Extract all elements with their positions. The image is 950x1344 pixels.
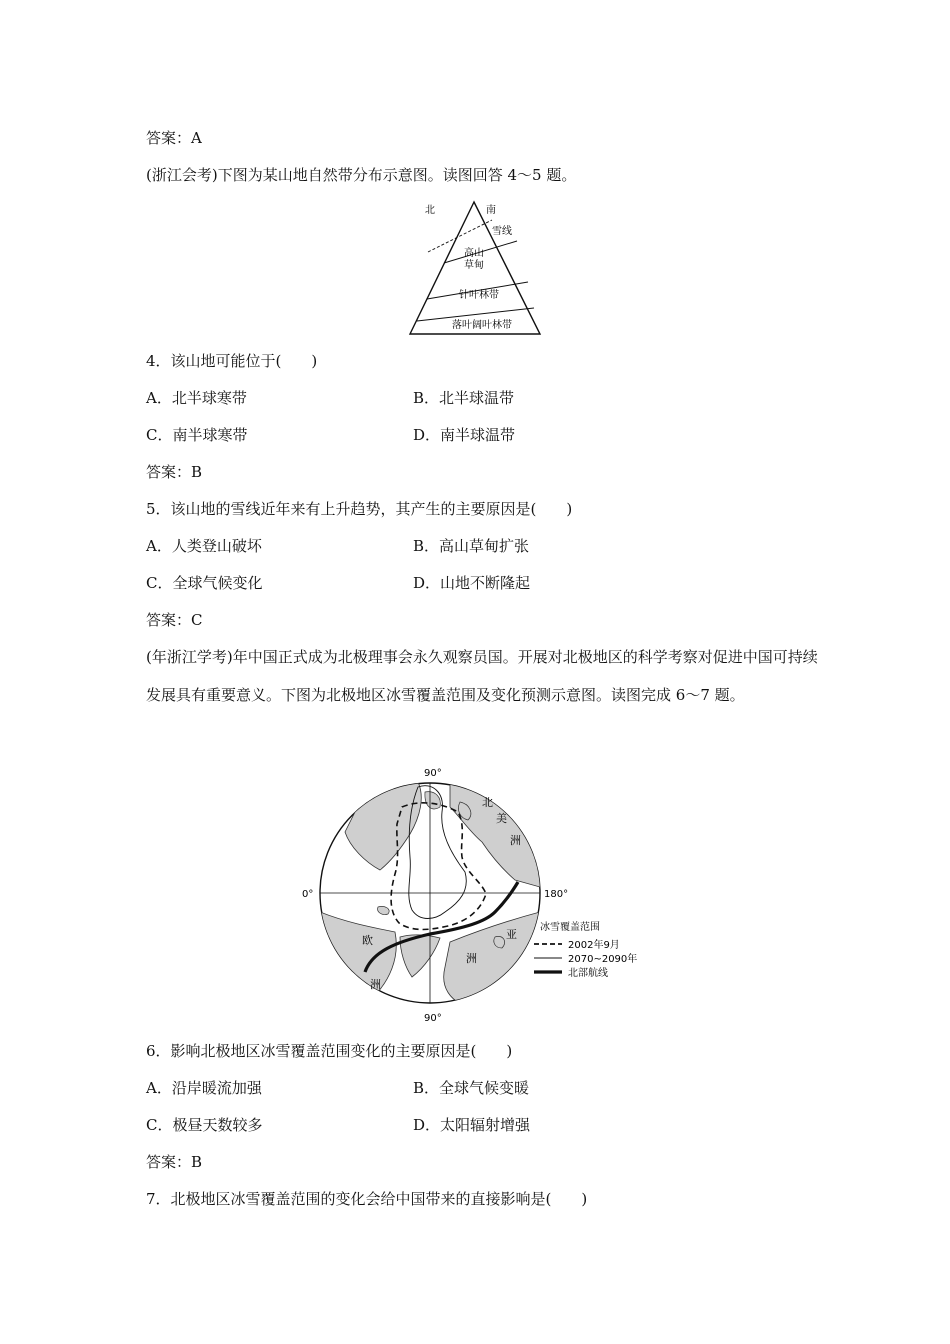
intro-q4-5: (浙江会考)下图为某山地自然带分布示意图。读图回答 4～5 题。 xyxy=(146,166,577,184)
q5-option-b: B．高山草甸扩张 xyxy=(413,537,530,555)
q5-option-d: D．山地不断隆起 xyxy=(413,574,531,592)
q5-option-a: A．人类登山破坏 xyxy=(146,537,262,555)
answer-6: 答案：B xyxy=(146,1153,203,1171)
europe-label-2: 洲 xyxy=(370,978,381,991)
lon-right-label: 180° xyxy=(544,889,569,900)
q4-option-b: B．北半球温带 xyxy=(413,389,515,407)
south-label: 南 xyxy=(486,205,496,216)
asia-label-1: 亚 xyxy=(506,928,517,941)
q6-option-d: D．太阳辐射增强 xyxy=(413,1116,531,1134)
q6-option-b: B．全球气候变暖 xyxy=(413,1079,530,1097)
europe-label-1: 欧 xyxy=(362,934,373,947)
legend-2002: 2002年9月 xyxy=(568,940,620,951)
snowline-label: 雪线 xyxy=(492,226,512,237)
intro-q6-7: (年浙江学考)年中国正式成为北极理事会永久观察员国。开展对北极地区的科学考察对促进中国可持续发展具有重要意义。下图为北极地区冰雪覆盖范围及变化预测示意图。读图完成 6～7 题。 xyxy=(146,648,818,704)
q4-option-c: C．南半球寒带 xyxy=(146,426,248,444)
legend-route: 北部航线 xyxy=(568,968,608,979)
north-america-label-2: 美 xyxy=(496,812,507,825)
lon-top-label: 90° xyxy=(424,768,442,779)
q6-option-c: C．极昼天数较多 xyxy=(146,1116,263,1134)
meadow-label-2: 草甸 xyxy=(464,260,484,271)
mountain-zones-figure xyxy=(400,196,550,338)
conifer-label: 针叶林带 xyxy=(459,290,499,301)
q5-option-c: C．全球气候变化 xyxy=(146,574,263,592)
answer-3: 答案：A xyxy=(146,129,202,147)
north-america-label-3: 洲 xyxy=(510,834,521,847)
lon-bottom-label: 90° xyxy=(424,1013,442,1024)
q7-stem: 7．北极地区冰雪覆盖范围的变化会给中国带来的直接影响是( ) xyxy=(146,1190,588,1208)
answer-4: 答案：B xyxy=(146,463,203,481)
q6-stem: 6．影响北极地区冰雪覆盖范围变化的主要原因是( ) xyxy=(146,1042,513,1060)
q4-option-a: A．北半球寒带 xyxy=(146,389,247,407)
q6-option-a: A．沿岸暖流加强 xyxy=(146,1079,262,1097)
north-label: 北 xyxy=(425,205,435,216)
answer-5: 答案：C xyxy=(146,611,203,629)
q4-option-d: D．南半球温带 xyxy=(413,426,516,444)
lon-left-label: 0° xyxy=(302,889,314,900)
q5-stem: 5．该山地的雪线近年来有上升趋势，其产生的主要原因是( ) xyxy=(146,500,573,518)
north-america-label-1: 北 xyxy=(482,796,493,809)
deciduous-label: 落叶阔叶林带 xyxy=(452,320,512,331)
asia-label-2: 洲 xyxy=(466,952,477,965)
meadow-label-1: 高山 xyxy=(464,248,484,259)
q4-stem: 4．该山地可能位于( ) xyxy=(146,352,318,370)
arctic-map-figure xyxy=(300,762,660,1024)
legend-title: 冰雪覆盖范围 xyxy=(540,922,600,933)
legend-2070: 2070~2090年 xyxy=(568,954,638,965)
